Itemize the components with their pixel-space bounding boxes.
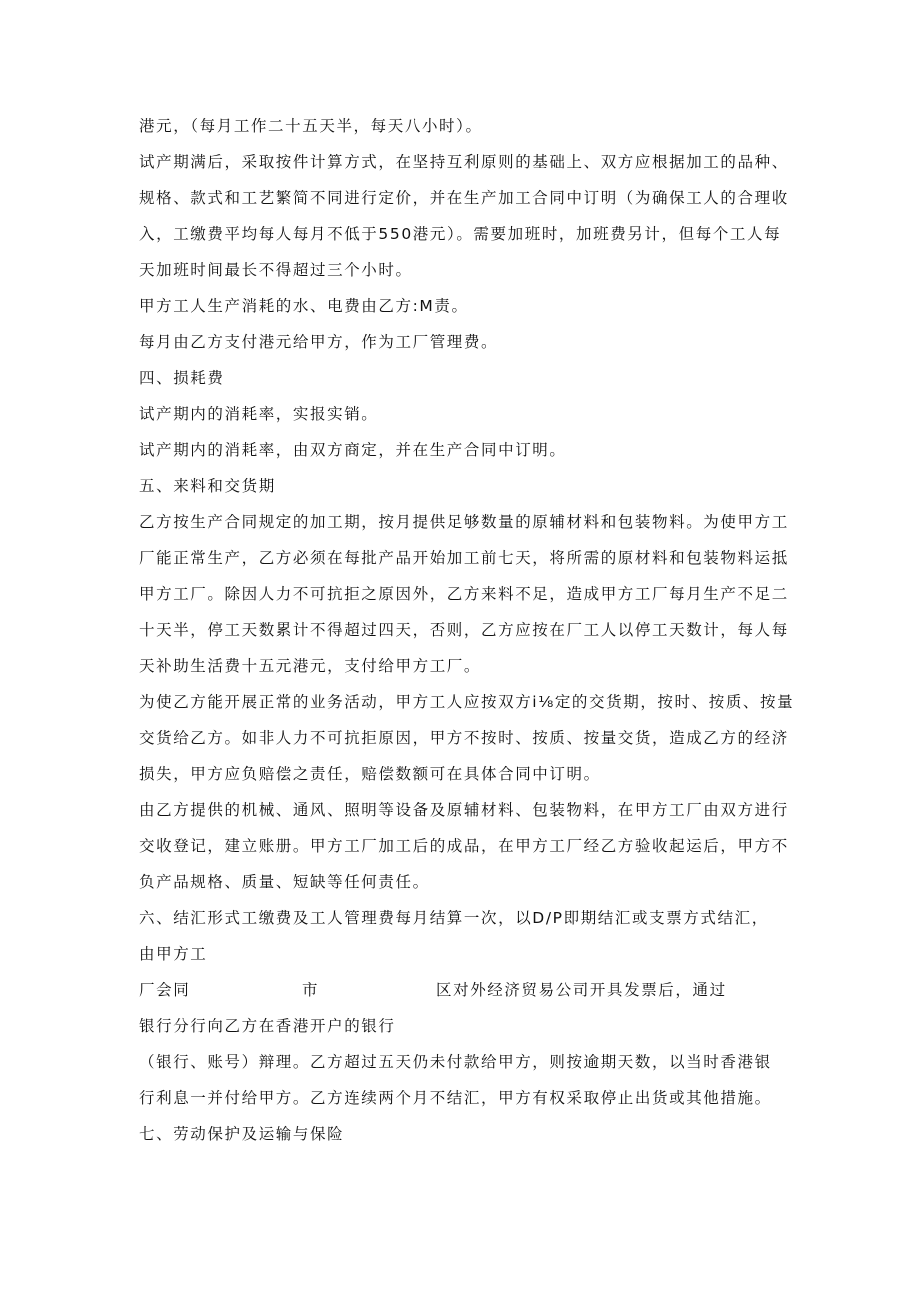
section-heading: 六、结汇形式工缴费及工人管理费每月结算一次，以D/P即期结汇或支票方式结汇， xyxy=(139,909,769,927)
text-line: 天补助生活费十五元港元，支付给甲方工厂。 xyxy=(139,657,482,675)
text-line: 由乙方提供的机械、通风、照明等设备及原辅材料、包装物料，在甲方工厂由双方进行 xyxy=(139,801,789,819)
section-heading: 七、劳动保护及运输与保险 xyxy=(139,1125,345,1143)
text-line: 交货给乙方。如非人力不可抗拒原因，甲方不按时、按质、按量交货，造成乙方的经济 xyxy=(139,729,789,747)
text-line: 试产期内的消耗率，实报实销。 xyxy=(139,405,379,423)
text-line: 甲方工厂。除因人力不可抗拒之原因外，乙方来料不足，造成甲方工厂每月生产不足二 xyxy=(139,585,789,603)
text-line: 入，工缴费平均每人每月不低于550港元）。需要加班时，加班费另计，但每个工人每 xyxy=(139,225,782,243)
text-line: 银行分行向乙方在香港开户的银行 xyxy=(139,1017,396,1035)
text-line: 乙方按生产合同规定的加工期，按月提供足够数量的原辅材料和包装物料。为使甲方工 xyxy=(139,513,789,531)
section-heading: 五、来料和交货期 xyxy=(139,477,276,495)
text-line: 天加班时间最长不得超过三个小时。 xyxy=(139,261,413,279)
section-heading: 四、损耗费 xyxy=(139,369,225,387)
text-line: 交收登记，建立账册。甲方工厂加工后的成品，在甲方工厂经乙方验收起运后，甲方不 xyxy=(139,837,789,855)
text-line: 由甲方工 xyxy=(139,945,208,963)
split-line-part-3: 区对外经济贸易公司开具发票后，通过 xyxy=(436,981,727,999)
text-line: 港元，（每月工作二十五天半，每天八小时）。 xyxy=(139,117,483,135)
text-line: 甲方工人生产消耗的水、电费由乙方:M责。 xyxy=(139,297,469,315)
text-line: 为使乙方能开展正常的业务活动，甲方工人应按双方i⅛定的交货期，按时、按质、按量 xyxy=(139,693,795,711)
text-line: 行利息一并付给甲方。乙方连续两个月不结汇，甲方有权采取停止出货或其他措施。 xyxy=(139,1089,772,1107)
text-line: 每月由乙方支付港元给甲方，作为工厂管理费。 xyxy=(139,333,499,351)
split-line-part-2: 市 xyxy=(302,981,320,999)
text-line: 厂能正常生产，乙方必须在每批产品开始加工前七天，将所需的原材料和包装物料运抵 xyxy=(139,549,789,567)
split-line-part-1: 厂会同 xyxy=(139,981,191,999)
text-line: 规格、款式和工艺繁简不同进行定价，并在生产加工合同中订明（为确保工人的合理收 xyxy=(139,189,789,207)
text-line: （银行、账号）辩理。乙方超过五天仍未付款给甲方，则按逾期天数，以当时香港银 xyxy=(139,1053,772,1071)
text-line: 损失，甲方应负赔偿之责任，赔偿数额可在具体合同中订明。 xyxy=(139,765,601,783)
text-line: 十天半，停工天数累计不得超过四天，否则，乙方应按在厂工人以停工天数计，每人每 xyxy=(139,621,789,639)
text-line: 试产期满后，采取按件计算方式，在坚持互利原则的基础上、双方应根据加工的品种、 xyxy=(139,153,789,171)
text-line: 试产期内的消耗率，由双方商定，并在生产合同中订明。 xyxy=(139,441,567,459)
text-line: 负产品规格、质量、短缺等任何责任。 xyxy=(139,873,430,891)
